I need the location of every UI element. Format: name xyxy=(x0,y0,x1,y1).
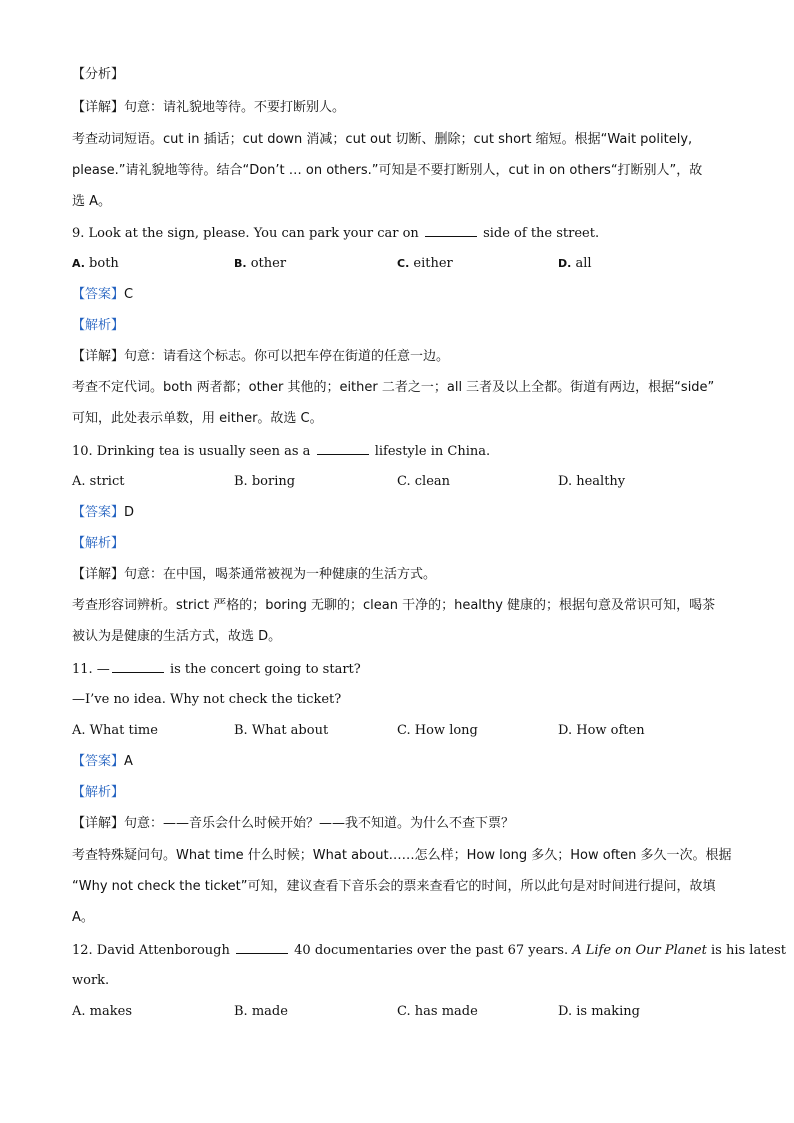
question-text-end: is his latest xyxy=(710,943,787,958)
answer-tag: 【答案】 xyxy=(72,754,125,769)
question-11-reply: —I’ve no idea. Why not check the ticket? xyxy=(72,692,342,707)
analysis-heading xyxy=(72,66,124,84)
explanation-line-2: 可知，此处表示单数，用 either。故选 C。 xyxy=(72,411,323,426)
explanation-line-2: “Why not check the ticket”可知，建议查看下音乐会的票来查看它的时间，所以此句是对时间进行提问，故填 xyxy=(72,879,716,894)
detail-line xyxy=(72,99,345,117)
question-9-stem xyxy=(72,224,599,243)
option-b: B. boring xyxy=(234,474,296,489)
question-text-end: is the concert going to start? xyxy=(169,662,361,677)
documentary-title: A Life on Our Planet xyxy=(572,943,707,958)
option-a: A. What time xyxy=(72,723,158,738)
answer-value: A xyxy=(124,754,133,769)
analysis-heading xyxy=(72,784,124,802)
answer-value: D xyxy=(124,505,135,520)
detail-line xyxy=(72,815,514,833)
option-a: A. both xyxy=(72,256,119,271)
option-d: D. healthy xyxy=(558,474,626,489)
answer-value: C xyxy=(124,287,134,302)
answer-blank xyxy=(236,941,288,954)
question-text: 12. David Attenborough xyxy=(72,943,230,958)
explanation-line-2: 被认为是健康的生活方式，故选 D。 xyxy=(72,629,282,644)
question-text-mid: 40 documentaries over the past 67 years. xyxy=(294,943,569,958)
option-d: D. all xyxy=(558,256,592,271)
answer-blank xyxy=(425,224,477,237)
analysis-heading xyxy=(72,535,124,553)
question-text: 10. Drinking tea is usually seen as a xyxy=(72,444,311,459)
detail-tag: 【详解】 xyxy=(72,567,125,582)
analysis-tag: 【解析】 xyxy=(72,785,125,800)
explanation-line-3: 选 A。 xyxy=(72,194,112,209)
question-text-end: side of the street. xyxy=(483,226,600,241)
answer-blank xyxy=(112,660,164,673)
answer-tag: 【答案】 xyxy=(72,505,125,520)
question-text: 11. — xyxy=(72,662,110,677)
option-b: B. made xyxy=(234,1004,288,1019)
question-12-stem xyxy=(72,941,786,960)
analysis-tag: 【分析】 xyxy=(72,67,125,82)
analysis-tag: 【解析】 xyxy=(72,536,125,551)
question-11-stem xyxy=(72,660,361,679)
detail-text: 句意：在中国，喝茶通常被视为一种健康的生活方式。 xyxy=(124,567,437,582)
answer-line xyxy=(72,504,134,522)
detail-tag: 【详解】 xyxy=(72,100,125,115)
analysis-heading xyxy=(72,317,124,335)
question-12-stem-line-2: work. xyxy=(72,973,110,988)
explanation-line-2: please.”请礼貌地等待。结合“Don’t … on others.”可知是不要打断别人，cut in on others“打断别人”，故 xyxy=(72,163,703,178)
option-c: C. has made xyxy=(397,1004,478,1019)
question-text-end: lifestyle in China. xyxy=(374,444,491,459)
option-b: B. What about xyxy=(234,723,329,738)
answer-line xyxy=(72,286,133,304)
option-d: D. is making xyxy=(558,1004,641,1019)
answer-blank xyxy=(317,442,369,455)
detail-line xyxy=(72,348,449,366)
detail-text: 句意：请看这个标志。你可以把车停在街道的任意一边。 xyxy=(124,349,450,364)
option-a: A. makes xyxy=(72,1004,132,1019)
explanation-line-1: 考查不定代词。both 两者都；other 其他的；either 二者之一；all 三者及以上全都。街道有两边，根据“side” xyxy=(72,380,715,395)
detail-text: 句意：请礼貌地等待。不要打断别人。 xyxy=(124,100,346,115)
explanation-line-1: 考查形容词辨析。strict 严格的；boring 无聊的；clean 干净的；healthy 健康的；根据句意及常识可知，喝茶 xyxy=(72,598,716,613)
option-b: B. other xyxy=(234,256,287,271)
detail-tag: 【详解】 xyxy=(72,816,125,831)
detail-text: 句意：——音乐会什么时候开始？——我不知道。为什么不查下票？ xyxy=(124,816,515,831)
option-d: D. How often xyxy=(558,723,645,738)
option-c: C. either xyxy=(397,256,453,271)
option-c: C. clean xyxy=(397,474,451,489)
option-a: A. strict xyxy=(72,474,125,489)
explanation-line-1: 考查特殊疑问句。What time 什么时候；What about……怎么样；How long 多久；How often 多久一次。根据 xyxy=(72,848,732,863)
question-10-stem xyxy=(72,442,490,461)
answer-line xyxy=(72,753,133,771)
detail-line xyxy=(72,566,436,584)
detail-tag: 【详解】 xyxy=(72,349,125,364)
analysis-tag: 【解析】 xyxy=(72,318,125,333)
explanation-line-3: A。 xyxy=(72,910,94,925)
option-c: C. How long xyxy=(397,723,478,738)
explanation-line-1: 考查动词短语。cut in 插话；cut down 消减；cut out 切断、删除；cut short 缩短。根据“Wait politely, xyxy=(72,132,693,147)
answer-tag: 【答案】 xyxy=(72,287,125,302)
question-text: 9. Look at the sign, please. You can park your car on xyxy=(72,226,419,241)
